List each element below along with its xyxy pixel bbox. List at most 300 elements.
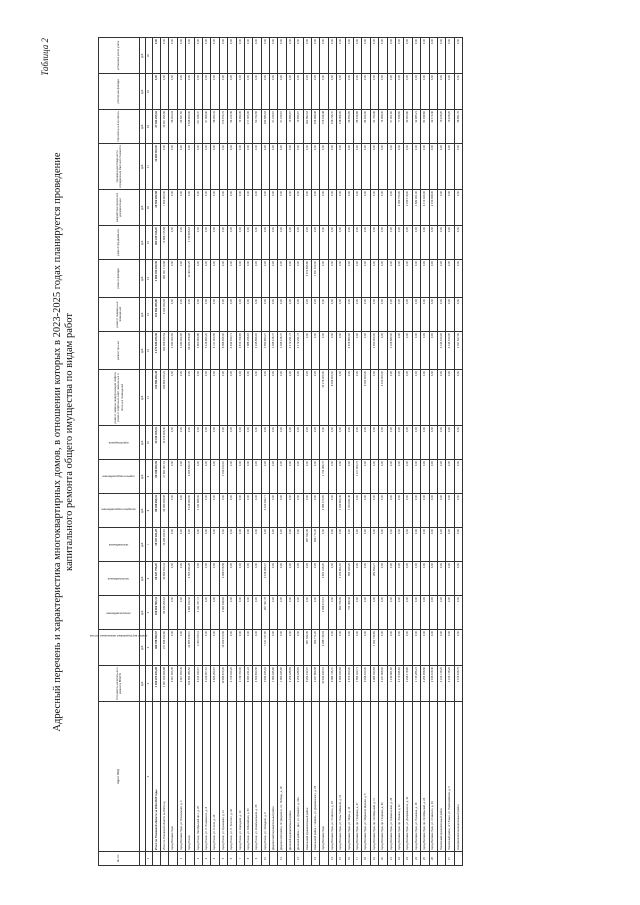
table-cell: 4 [211, 852, 219, 866]
table-cell: 0,00 [261, 260, 269, 298]
table-cell: 0,00 [454, 528, 462, 562]
table-cell: 0,00 [387, 298, 395, 332]
table-cell: 0,00 [345, 190, 353, 226]
table-cell: 2 196 108,40 [429, 666, 437, 702]
table-cell: 0,00 [320, 332, 328, 370]
table-cell: 0,00 [153, 38, 161, 74]
table-cell: 0,00 [177, 144, 185, 190]
table-cell: 2 590 000,00 [370, 332, 378, 370]
table-cell: 0,00 [228, 298, 236, 332]
table-cell: 0,00 [345, 260, 353, 298]
table-cell: 0,00 [412, 74, 420, 110]
table-cell: 0,00 [387, 426, 395, 460]
table-cell: 2 593 853,27 [261, 332, 269, 370]
table-cell: 3 674 769,65 [236, 332, 244, 370]
table-row [353, 38, 361, 866]
table-cell: 0,00 [244, 426, 252, 460]
table-cell: 0,00 [454, 74, 462, 110]
table-cell: 72 688 725,68 [161, 226, 169, 260]
table-cell: 4 876 864,00 [345, 332, 353, 370]
table-cell: 81 938,60 [421, 110, 429, 144]
table-cell: 0,00 [253, 460, 261, 494]
table-cell: 12 476 408,40 [161, 426, 169, 460]
address-cell: город Великие Луки [320, 702, 328, 852]
table-cell: 0,00 [286, 298, 294, 332]
table-cell: 0,00 [362, 596, 370, 630]
table-cell: 0,00 [387, 528, 395, 562]
column-header: Адрес МКД [99, 702, 140, 852]
table-cell: 0,00 [286, 38, 294, 74]
table-cell: 0,00 [286, 74, 294, 110]
address-cell: город Псков, ул. Гоголя, д. 25 [211, 702, 219, 852]
table-cell: 0,00 [362, 528, 370, 562]
table-cell: 1 637 100,00 [312, 260, 320, 298]
table-cell: 0,00 [295, 630, 303, 666]
table-cell: 0,00 [211, 370, 219, 426]
table-cell: 0,00 [446, 460, 454, 494]
table-cell: 4 213 718,20 [446, 666, 454, 702]
table-cell: 0,00 [202, 426, 210, 460]
table-cell: 0,00 [421, 38, 429, 74]
table-cell: 4 134 610,00 [437, 332, 445, 370]
table-cell: 0,00 [270, 190, 278, 226]
table-cell: 0,00 [328, 494, 336, 528]
table-cell: 28 457 921,25 [153, 528, 161, 562]
table-cell: 4 227 968,00 [379, 666, 387, 702]
table-cell: 1 253 864,00 [337, 562, 345, 596]
table-cell [286, 852, 294, 866]
table-cell: 4 103 943,77 [261, 494, 269, 528]
table-cell: 0,00 [328, 226, 336, 260]
table-cell: 19 [370, 852, 378, 866]
table-cell: 4 093 750,00 [395, 190, 403, 226]
table-cell: 0,00 [186, 144, 194, 190]
table-cell: 0,00 [202, 370, 210, 426]
table-cell [454, 852, 462, 866]
address-cell: город Псков, ул. Кузнецкая, д. 12 [219, 702, 227, 852]
address-cell: Дедовичский муниципальный район [270, 702, 278, 852]
table-cell: 0,00 [395, 562, 403, 596]
table-cell: 0,00 [244, 144, 252, 190]
table-cell: 0,00 [437, 596, 445, 630]
table-cell: 0,00 [312, 426, 320, 460]
table-cell: 0,00 [429, 260, 437, 298]
table-row [370, 38, 378, 866]
table-cell: 0,00 [228, 460, 236, 494]
table-cell: 0,00 [353, 562, 361, 596]
address-cell: город Великие Луки, пр. Ленина, д. 21 [395, 702, 403, 852]
table-cell: 46 119 406,31 [153, 426, 161, 460]
table-cell: 0,00 [379, 38, 387, 74]
table-cell: 0,00 [219, 528, 227, 562]
table-cell: 0,00 [244, 630, 252, 666]
table-cell: 0,00 [295, 74, 303, 110]
table-cell: 0,00 [244, 298, 252, 332]
table-cell [186, 852, 194, 866]
column-header: ремонт крыши [99, 332, 140, 370]
table-cell: 1 311 787,72 [194, 596, 202, 630]
table-row [186, 38, 194, 866]
table-cell: 0,00 [370, 74, 378, 110]
table-cell: 0,00 [328, 332, 336, 370]
table-cell: 0,00 [454, 298, 462, 332]
unit-cell: руб. [140, 110, 146, 144]
table-cell: 0,00 [219, 370, 227, 426]
table-row [387, 38, 395, 866]
table-cell: 0,00 [186, 370, 194, 426]
table-cell: 0,00 [412, 494, 420, 528]
table-cell: 2 368 978,56 [219, 562, 227, 596]
table-cell: 0,00 [454, 190, 462, 226]
table-cell: 20 [379, 852, 387, 866]
table-cell: 0,00 [295, 190, 303, 226]
table-cell: 0,00 [194, 74, 202, 110]
table-cell: 0,00 [270, 226, 278, 260]
table-row [236, 38, 244, 866]
table-cell: 0,00 [186, 74, 194, 110]
table-cell: 217 846 912,60 [161, 630, 169, 666]
table-row [312, 38, 320, 866]
table-cell: 0,00 [421, 226, 429, 260]
table-cell: 0,00 [253, 144, 261, 190]
table-cell: 0,00 [286, 528, 294, 562]
table-cell: 0,00 [244, 494, 252, 528]
table-cell: 0,00 [236, 562, 244, 596]
table-cell: 0,00 [219, 74, 227, 110]
table-cell: 0,00 [270, 630, 278, 666]
table-cell: 37 491 253,12 [153, 110, 161, 144]
table-row [270, 38, 278, 866]
table-cell: 0,00 [211, 562, 219, 596]
table-cell: 17 [353, 852, 361, 866]
table-cell: 0,00 [177, 190, 185, 226]
table-cell: 0,00 [177, 494, 185, 528]
table-cell: 0,00 [454, 260, 462, 298]
table-cell: 0,00 [177, 298, 185, 332]
table-cell: 0,00 [446, 528, 454, 562]
table-cell: 0,00 [253, 562, 261, 596]
table-cell: 0,00 [337, 38, 345, 74]
column-number: 3 [146, 666, 153, 702]
table-cell: 0,00 [202, 528, 210, 562]
table-cell: 0,00 [312, 460, 320, 494]
address-cell: город Великие Луки, пр. Октябрьский, д. 17 [370, 702, 378, 852]
table-cell: 96 553,95 [345, 110, 353, 144]
table-cell: 0,00 [211, 630, 219, 666]
table-cell: 0,00 [404, 460, 412, 494]
column-header: разработка проектной документации [99, 190, 140, 226]
address-cell: город Великие Луки, ул. Пушкина, д. 16 [412, 702, 420, 852]
table-cell: 0,00 [286, 144, 294, 190]
table-cell: 0,00 [395, 74, 403, 110]
table-cell: 0,00 [228, 226, 236, 260]
table-cell: 0,00 [437, 528, 445, 562]
table-cell: 9 [253, 852, 261, 866]
column-header: теплоснабжения [99, 562, 140, 596]
table-cell: 45 894 553,41 [161, 562, 169, 596]
table-cell: 0,00 [177, 74, 185, 110]
table-cell: 9 128 364,50 [186, 494, 194, 528]
table-cell: 0,00 [270, 460, 278, 494]
address-cell: Итого по Псковской области за 2023 год [161, 702, 169, 852]
table-cell: 0,00 [387, 190, 395, 226]
table-cell: 0,00 [253, 426, 261, 460]
table-cell: 1 913 104,10 [219, 460, 227, 494]
table-cell: 0,00 [312, 38, 320, 74]
table-cell: 0,00 [295, 426, 303, 460]
table-cell: 0,00 [412, 332, 420, 370]
table-cell: 0,00 [404, 144, 412, 190]
table-cell: 0,00 [328, 528, 336, 562]
table-cell: 0,00 [194, 528, 202, 562]
table-cell: 0,00 [253, 370, 261, 426]
table-cell: 1 740 608,18 [186, 226, 194, 260]
table-cell: 0,00 [303, 332, 311, 370]
table-cell: 0,00 [437, 74, 445, 110]
table-cell: 3 407 950,45 [177, 666, 185, 702]
table-cell: 0,00 [303, 144, 311, 190]
table-cell: 0,00 [202, 596, 210, 630]
table-cell: 0,00 [253, 494, 261, 528]
table-cell: 0,00 [202, 190, 210, 226]
table-cell: 0,00 [270, 144, 278, 190]
table-cell: 11 [278, 852, 286, 866]
table-cell: 0,00 [169, 562, 177, 596]
table-cell: 0,00 [353, 426, 361, 460]
table-cell: 0,00 [177, 38, 185, 74]
table-cell: 2 236 178,80 [404, 666, 412, 702]
table-cell: 0,00 [353, 226, 361, 260]
table-cell: 0,00 [395, 226, 403, 260]
table-cell: 0,00 [362, 460, 370, 494]
table-cell: 0,00 [353, 494, 361, 528]
address-cell: город Великие Луки, пр. Гагарина, д. 47 [353, 702, 361, 852]
table-cell: 1 172 639 233,06 [153, 332, 161, 370]
table-cell: 0,00 [429, 74, 437, 110]
table-cell: 0,00 [253, 596, 261, 630]
address-cell: город Псков, Октябрьский пр-т, д. 25 [194, 702, 202, 852]
address-cell: Локнянский район, пгт Локня, ул. Первомайская, д. 5 [446, 702, 454, 852]
unit-cell: руб. [140, 370, 146, 426]
table-cell: 0,00 [337, 332, 345, 370]
table-cell: 0,00 [421, 596, 429, 630]
table-cell: 0,00 [421, 630, 429, 666]
table-cell: 158 736,47 [328, 110, 336, 144]
table-cell: 0,00 [211, 426, 219, 460]
table-cell: 0,00 [362, 260, 370, 298]
column-header: холодного водоснабжения [99, 494, 140, 528]
address-cell: Невельский район, г. Невель, ул. Дзержинского, д. 25 [312, 702, 320, 852]
table-cell: 4 999 434,82 [337, 666, 345, 702]
table-row [362, 38, 370, 866]
unit-cell: руб. [140, 528, 146, 562]
table-cell: 0,00 [211, 460, 219, 494]
table-cell: 0,00 [295, 144, 303, 190]
table-cell: 0,00 [228, 370, 236, 426]
table-cell: 0,00 [161, 144, 169, 190]
table-cell: 0,00 [379, 528, 387, 562]
table-cell: 0,00 [404, 528, 412, 562]
table-cell: 0,00 [387, 38, 395, 74]
table-cell: 27 661 367,01 [161, 460, 169, 494]
table-cell: 0,00 [177, 596, 185, 630]
table-cell: 0,00 [177, 562, 185, 596]
table-cell: 0,00 [454, 630, 462, 666]
column-number: 19 [146, 74, 153, 110]
table-cell: 12 400 112,25 [186, 260, 194, 298]
table-cell: 0,00 [202, 144, 210, 190]
table-cell: 0,00 [412, 596, 420, 630]
table-cell: 0,00 [186, 38, 194, 74]
table-cell: 0,00 [236, 260, 244, 298]
table-cell: 0,00 [379, 298, 387, 332]
table-cell: 751 468,43 [345, 596, 353, 630]
total-row [153, 38, 161, 866]
unit-cell: руб. [140, 298, 146, 332]
table-cell: 0,00 [278, 190, 286, 226]
table-cell: 74 968,00 [379, 110, 387, 144]
table-cell [437, 852, 445, 866]
table-row [404, 38, 412, 866]
table-cell: 0,00 [202, 562, 210, 596]
table-cell: 0,00 [379, 460, 387, 494]
table-cell: 0,00 [194, 190, 202, 226]
table-cell: 0,00 [404, 38, 412, 74]
table-cell: 0,00 [211, 528, 219, 562]
table-cell: 0,00 [177, 460, 185, 494]
table-cell: 0,00 [387, 144, 395, 190]
table-cell: 6 154 340,97 [194, 666, 202, 702]
table-cell: 8 063 241,22 [244, 666, 252, 702]
table-cell: 0,00 [345, 460, 353, 494]
table-cell: 0,00 [295, 494, 303, 528]
table-cell: 0,00 [320, 528, 328, 562]
table-cell: 32 985,21 [412, 110, 420, 144]
table-cell: 0,00 [454, 494, 462, 528]
table-cell: 0,00 [337, 74, 345, 110]
table-cell [161, 852, 169, 866]
column-number: 8 [146, 494, 153, 528]
table-cell: 393 445 146,20 [153, 226, 161, 260]
table-cell: 0,00 [337, 460, 345, 494]
table-cell: 10 [261, 852, 269, 866]
table-cell: 0,00 [244, 562, 252, 596]
table-cell: 0,00 [161, 74, 169, 110]
table-cell: 0,00 [395, 370, 403, 426]
table-row [437, 38, 445, 866]
table-cell: 0,00 [328, 596, 336, 630]
table-cell: 0,00 [412, 460, 420, 494]
table-cell: 0,00 [379, 494, 387, 528]
address-cell: город Великие Луки, ул. Лизы Чайкиной, д. 10 [337, 702, 345, 852]
table-cell: 0,00 [395, 144, 403, 190]
table-cell: 79 108,20 [437, 110, 445, 144]
address-cell: Невельский муниципальный район [303, 702, 311, 852]
table-cell: 86 519,96 [353, 110, 361, 144]
column-number: 12 [146, 332, 153, 370]
unit-cell: руб. [140, 666, 146, 702]
address-cell: город Псков, ул. Л. Поземского, д. 8 [202, 702, 210, 852]
table-row [177, 38, 185, 866]
table-cell: 0,00 [437, 460, 445, 494]
table-cell: 0,00 [194, 260, 202, 298]
table-cell: 0,00 [228, 426, 236, 460]
table-cell: 0,00 [211, 74, 219, 110]
table-cell: 0,00 [446, 562, 454, 596]
table-cell: 0,00 [437, 562, 445, 596]
table-cell: 0,00 [328, 426, 336, 460]
table-cell: 0,00 [421, 74, 429, 110]
table-cell: 0,00 [194, 370, 202, 426]
table-cell: 0,00 [362, 298, 370, 332]
table-cell: 84 440 295,18 [161, 596, 169, 630]
table-cell: 0,00 [421, 370, 429, 426]
table-cell: 0,00 [454, 460, 462, 494]
table-cell: 7 [236, 852, 244, 866]
table-cell: 43 000,80 [404, 110, 412, 144]
table-cell: 0,00 [303, 562, 311, 596]
table-cell: 0,00 [454, 226, 462, 260]
table-cell: 0,00 [337, 426, 345, 460]
table-row [253, 38, 261, 866]
table-cell: 79 108,20 [446, 110, 454, 144]
table-cell: 0,00 [169, 144, 177, 190]
column-number: 11 [146, 370, 153, 426]
table-cell: 0,00 [412, 562, 420, 596]
table-cell: 99 187 756,20 [153, 562, 161, 596]
table-cell: 0,00 [303, 190, 311, 226]
table-cell [153, 852, 161, 866]
table-cell: 69 028 364,09 [153, 460, 161, 494]
table-cell: 196 998,38 [312, 110, 320, 144]
table-cell: 0,00 [353, 38, 361, 74]
table-cell: 0,00 [446, 370, 454, 426]
table-cell: 0,00 [362, 630, 370, 666]
table-cell: 38 991,76 [454, 110, 462, 144]
table-cell: 0,00 [295, 298, 303, 332]
table-cell: 0,00 [404, 298, 412, 332]
table-cell: 0,00 [244, 370, 252, 426]
table-cell: 0,00 [186, 298, 194, 332]
table-cell: 0,00 [253, 226, 261, 260]
table-cell: 6 568 925,00 [219, 332, 227, 370]
table-cell: 376 196,48 [320, 110, 328, 144]
table-cell: 0,00 [303, 298, 311, 332]
unit-cell: руб. [140, 630, 146, 666]
table-cell: 0,00 [404, 370, 412, 426]
table-cell: 0,00 [345, 528, 353, 562]
table-cell: 4 134 610,00 [446, 332, 454, 370]
table-cell: 0,00 [345, 226, 353, 260]
table-cell: 0,00 [295, 260, 303, 298]
table-cell: 101 693 260,80 [153, 298, 161, 332]
table-cell: 96 405 208,06 [186, 332, 194, 370]
table-cell: 0,00 [429, 298, 437, 332]
table-cell: 4 259 188,69 [295, 666, 303, 702]
table-cell: 0,00 [169, 190, 177, 226]
table-cell: 0,00 [261, 426, 269, 460]
table-cell: 27 [446, 852, 454, 866]
table-cell: 0,00 [320, 144, 328, 190]
table-cell: 0,00 [244, 226, 252, 260]
table-cell: 88 468 996,31 [153, 494, 161, 528]
table-cell: 15 [337, 852, 345, 866]
table-cell: 1 054 811,46 [345, 494, 353, 528]
table-cell: 0,00 [236, 426, 244, 460]
table-cell: 0,00 [387, 370, 395, 426]
table-cell: 4 418 896,00 [253, 332, 261, 370]
table-cell: 34 080 958,98 [161, 494, 169, 528]
